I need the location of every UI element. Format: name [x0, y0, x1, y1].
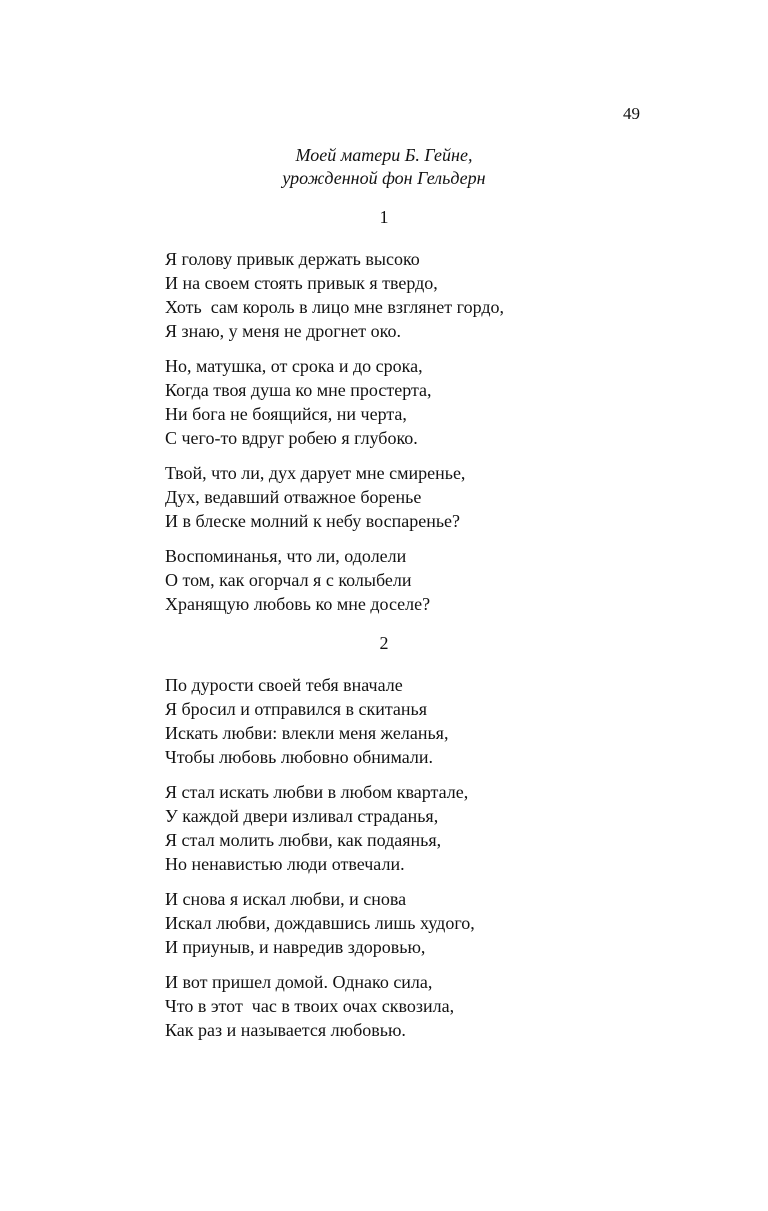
poem-line: Ни бога не боящийся, ни черта, [165, 404, 407, 424]
poem-line: Как раз и называется любовью. [165, 1020, 406, 1040]
poem-line: Когда твоя душа ко мне простерта, [165, 380, 432, 400]
stanza [165, 247, 768, 343]
page-number: 49 [623, 104, 640, 123]
stanza [165, 887, 768, 959]
dedication-line: Моей матери Б. Гейне, [295, 145, 473, 165]
stanza [165, 780, 768, 876]
poem-line: Что в этот час в твоих очах сквозила, [165, 996, 455, 1016]
poem-line: И снова я искал любви, и снова [165, 889, 407, 909]
poem-line: Дух, ведавший отважное боренье [165, 487, 422, 507]
stanza [165, 461, 768, 533]
poem-line: И на своем стоять привык я твердо, [165, 273, 438, 293]
poem-line: Хоть сам король в лицо мне взглянет гордо, [165, 297, 505, 317]
poem-line: Твой, что ли, дух дарует мне смиренье, [165, 463, 466, 483]
poem-line: Я голову привык держать высоко [165, 249, 420, 269]
poem-line: И приуныв, и навредив здоровью, [165, 937, 426, 957]
poem-line: Искал любви, дождавшись лишь худого, [165, 913, 475, 933]
poem-line: Хранящую любовь ко мне доселе? [165, 594, 431, 614]
poem-line: Искать любви: влекли меня желанья, [165, 723, 449, 743]
section-heading: 2 [379, 633, 389, 653]
dedication-line: урожденной фон Гельдерн [282, 168, 486, 188]
stanza [165, 970, 768, 1042]
section-heading: 1 [379, 207, 389, 227]
poem-line: Воспоминанья, что ли, одолели [165, 546, 407, 566]
poem-line: О том, как огорчал я с колыбели [165, 570, 412, 590]
poem-line: Я стал искать любви в любом квартале, [165, 782, 469, 802]
stanza [165, 673, 768, 769]
poem-line: Я стал молить любви, как подаянья, [165, 830, 442, 850]
poem-line: Я знаю, у меня не дрогнет око. [165, 321, 401, 341]
poem-line: С чего-то вдруг робею я глубоко. [165, 428, 418, 448]
poem-line: У каждой двери изливал страданья, [165, 806, 439, 826]
poem-line: Я бросил и отправился в скитанья [165, 699, 428, 719]
poem-body [0, 205, 768, 1042]
dedication [0, 0, 768, 190]
poem-line: Но ненавистью люди отвечали. [165, 854, 405, 874]
poem-line: Чтобы любовь любовно обнимали. [165, 747, 434, 767]
stanza [165, 354, 768, 450]
poem-line: И вот пришел домой. Однако сила, [165, 972, 433, 992]
poem-line: И в блеске молний к небу воспаренье? [165, 511, 461, 531]
stanza [165, 544, 768, 616]
poem-line: По дурости своей тебя вначале [165, 675, 403, 695]
poem-line: Но, матушка, от срока и до срока, [165, 356, 423, 376]
